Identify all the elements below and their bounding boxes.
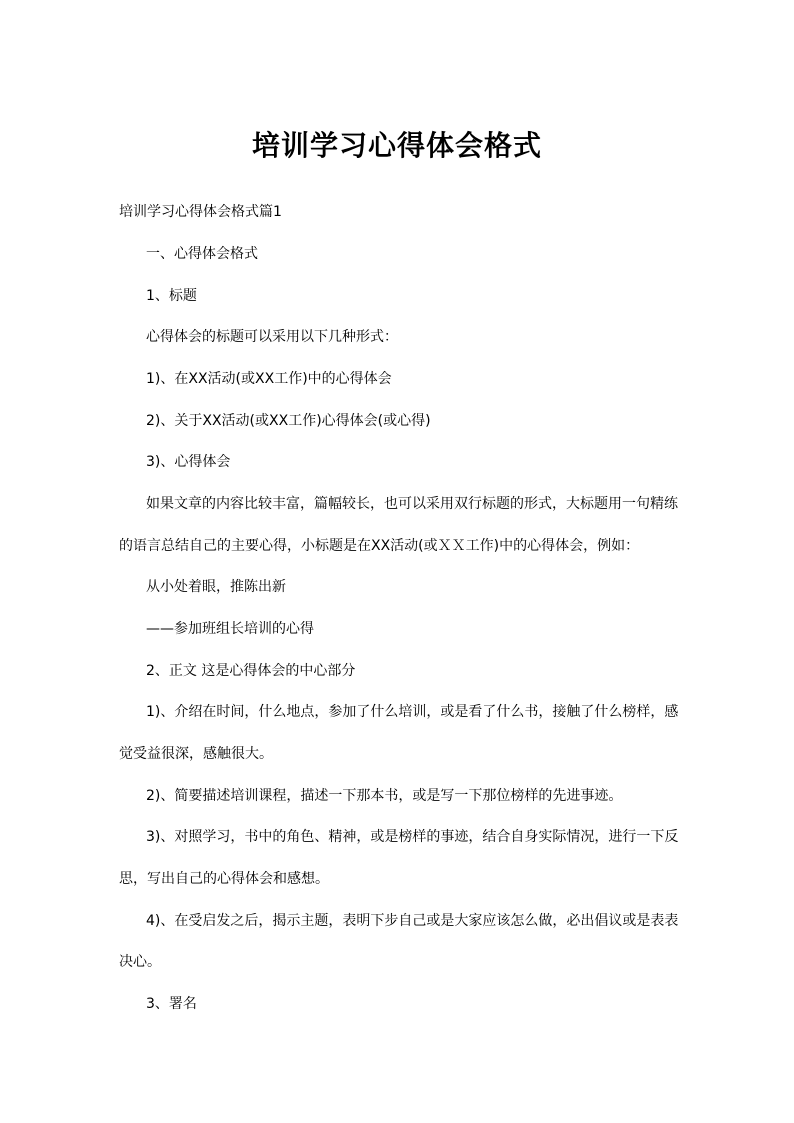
paragraph-line: 的语言总结自己的主要心得，小标题是在XX活动(或ＸＸ工作)中的心得体会，例如：: [119, 538, 640, 554]
section-heading: 培训学习心得体会格式篇1: [119, 204, 282, 220]
list-item: 1)、介绍在时间，什么地点，参加了什么培训，或是看了什么书，接触了什么榜样，感: [146, 704, 679, 720]
subheading: 一、心得体会格式: [146, 246, 258, 262]
subheading: 3、署名: [146, 996, 197, 1012]
paragraph-line: 觉受益很深，感触很大。: [119, 746, 273, 762]
subheading: 1、标题: [146, 288, 197, 304]
example-title: 从小处着眼，推陈出新: [146, 579, 286, 595]
list-item: 1)、在XX活动(或XX工作)中的心得体会: [146, 371, 392, 387]
list-item: 4)、在受启发之后，揭示主题，表明下步自己或是大家应该怎么做，必出倡议或是表表: [146, 913, 679, 929]
paragraph-line: 如果文章的内容比较丰富，篇幅较长，也可以采用双行标题的形式，大标题用一句精练: [146, 496, 678, 512]
list-item: 3)、对照学习，书中的角色、精神，或是榜样的事迹，结合自身实际情况，进行一下反: [146, 829, 679, 845]
list-item: 3)、心得体会: [146, 454, 231, 470]
paragraph-line: 思，写出自己的心得体会和感想。: [119, 871, 329, 887]
subheading: 2、正文 这是心得体会的中心部分: [146, 663, 356, 679]
list-item: 2)、简要描述培训课程，描述一下那本书，或是写一下那位榜样的先进事迹。: [146, 788, 623, 804]
paragraph-line: 决心。: [119, 954, 161, 970]
list-item: 2)、关于XX活动(或XX工作)心得体会(或心得): [146, 413, 431, 429]
paragraph-line: 心得体会的标题可以采用以下几种形式：: [146, 329, 398, 345]
example-subtitle: ——参加班组长培训的心得: [146, 621, 314, 637]
document-title: 培训学习心得体会格式: [251, 129, 542, 162]
